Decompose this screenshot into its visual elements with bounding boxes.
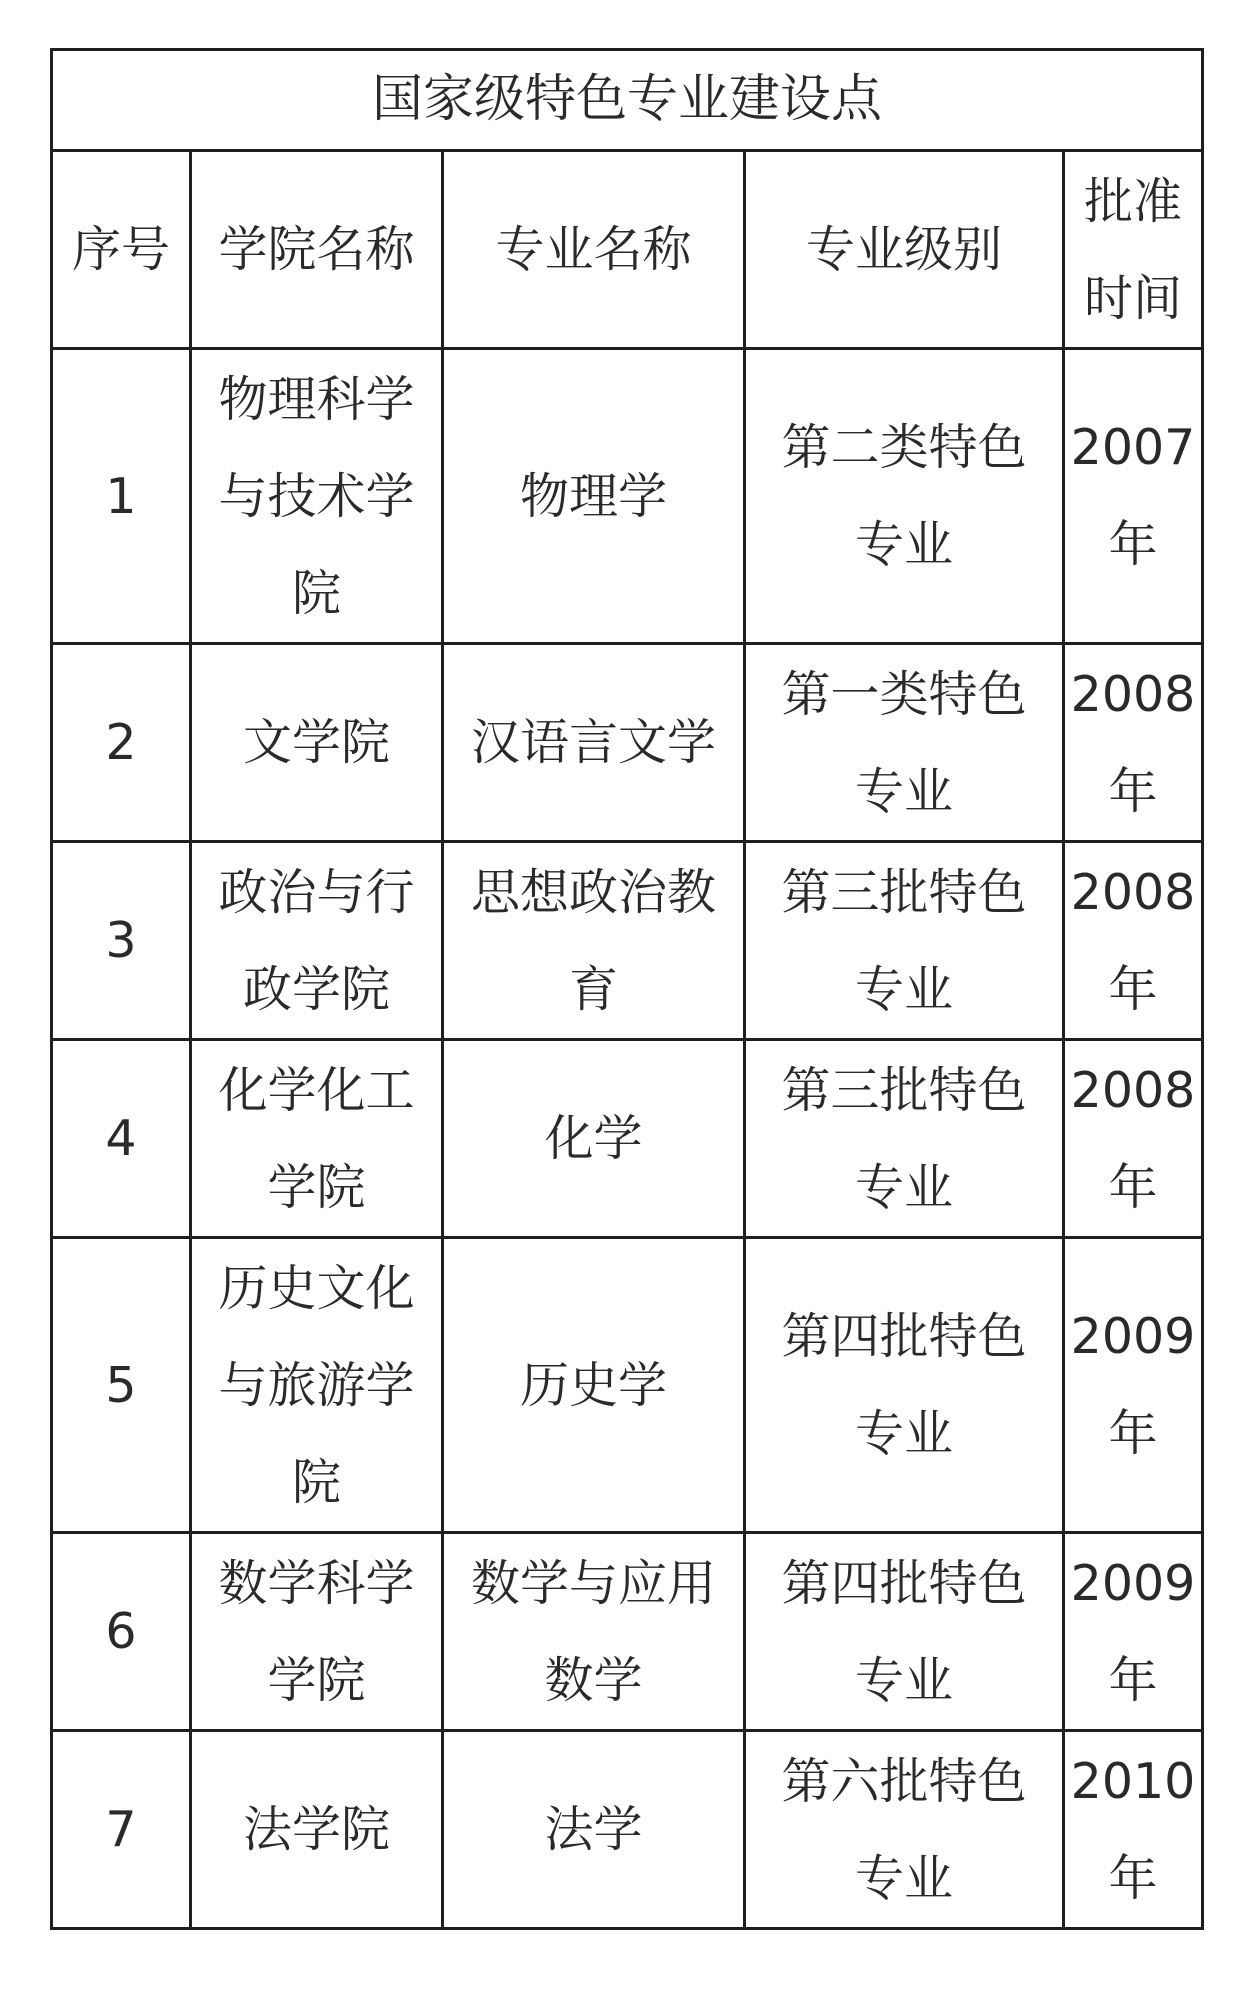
table-row <box>52 842 1203 1040</box>
specialty-table <box>50 48 1204 1930</box>
cell-college: 法学院 <box>191 1731 443 1929</box>
cell-level: 第四批特色专业 <box>745 1533 1064 1731</box>
cell-major: 数学与应用数学 <box>443 1533 745 1731</box>
table-row <box>52 1731 1203 1929</box>
cell-time: 2008年 <box>1064 842 1203 1040</box>
cell-time: 2010年 <box>1064 1731 1203 1929</box>
cell-no: 3 <box>52 842 191 1040</box>
cell-major: 历史学 <box>443 1238 745 1533</box>
cell-level: 第六批特色专业 <box>745 1731 1064 1929</box>
header-time: 批准时间 <box>1064 151 1203 349</box>
cell-level: 第三批特色专业 <box>745 1040 1064 1238</box>
cell-major: 思想政治教育 <box>443 842 745 1040</box>
table-row <box>52 1040 1203 1238</box>
header-college: 学院名称 <box>191 151 443 349</box>
cell-college: 数学科学学院 <box>191 1533 443 1731</box>
table-row <box>52 1533 1203 1731</box>
cell-level: 第三批特色专业 <box>745 842 1064 1040</box>
cell-time: 2008年 <box>1064 1040 1203 1238</box>
cell-time: 2008年 <box>1064 644 1203 842</box>
header-level: 专业级别 <box>745 151 1064 349</box>
cell-no: 7 <box>52 1731 191 1929</box>
cell-level: 第二类特色专业 <box>745 349 1064 644</box>
header-major: 专业名称 <box>443 151 745 349</box>
cell-time: 2009年 <box>1064 1533 1203 1731</box>
cell-time: 2009年 <box>1064 1238 1203 1533</box>
table-title: 国家级特色专业建设点 <box>52 50 1203 151</box>
cell-college: 文学院 <box>191 644 443 842</box>
cell-college: 历史文化与旅游学院 <box>191 1238 443 1533</box>
cell-level: 第四批特色专业 <box>745 1238 1064 1533</box>
cell-no: 6 <box>52 1533 191 1731</box>
table-row <box>52 644 1203 842</box>
cell-college: 化学化工学院 <box>191 1040 443 1238</box>
header-no: 序号 <box>52 151 191 349</box>
cell-college: 政治与行政学院 <box>191 842 443 1040</box>
table-row <box>52 1238 1203 1533</box>
cell-level: 第一类特色专业 <box>745 644 1064 842</box>
cell-major: 法学 <box>443 1731 745 1929</box>
cell-college: 物理科学与技术学院 <box>191 349 443 644</box>
cell-major: 汉语言文学 <box>443 644 745 842</box>
cell-time: 2007年 <box>1064 349 1203 644</box>
cell-major: 物理学 <box>443 349 745 644</box>
table-row <box>52 349 1203 644</box>
cell-no: 4 <box>52 1040 191 1238</box>
cell-no: 1 <box>52 349 191 644</box>
cell-no: 5 <box>52 1238 191 1533</box>
cell-major: 化学 <box>443 1040 745 1238</box>
cell-no: 2 <box>52 644 191 842</box>
